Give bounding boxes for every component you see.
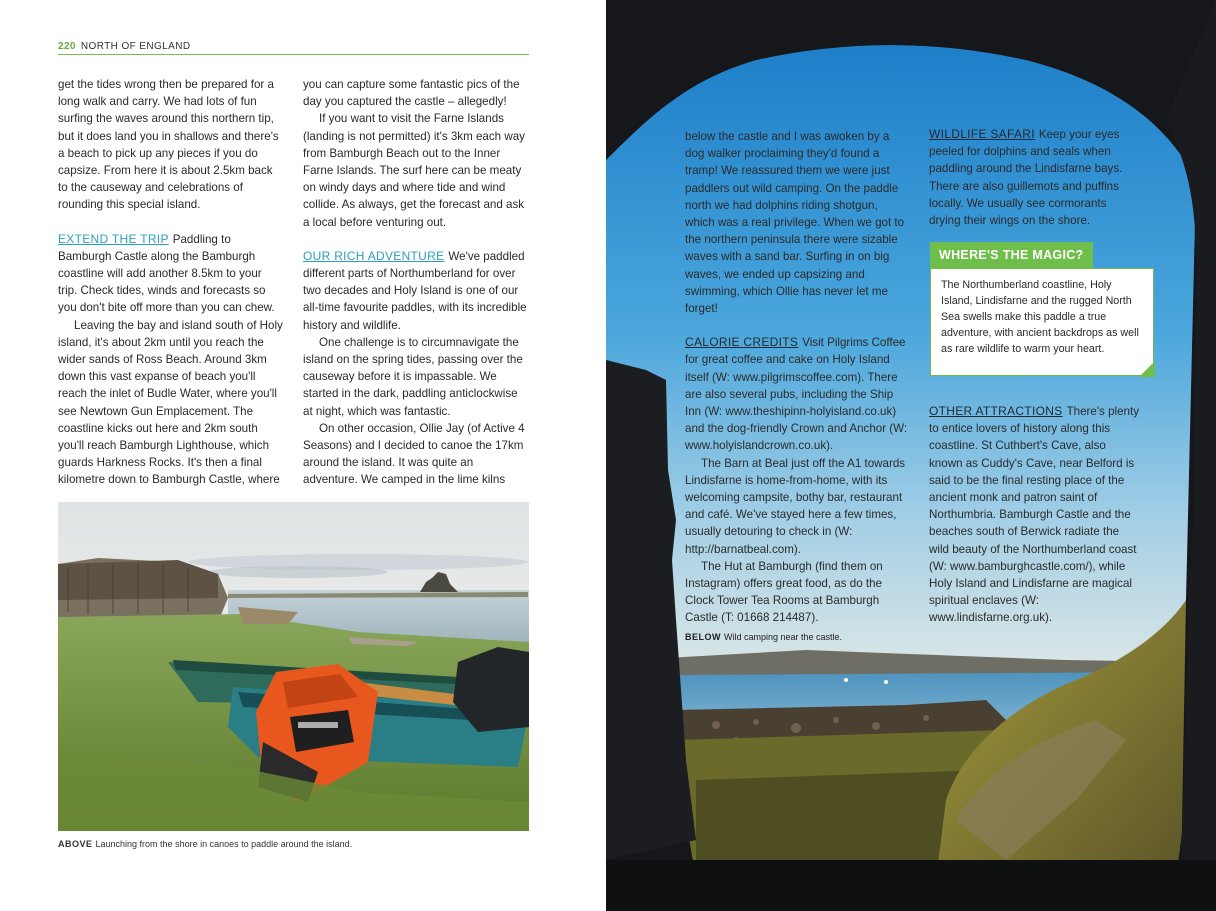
text-column-1: [58, 76, 284, 489]
text-column-4: [929, 126, 1139, 229]
text-column-5: [929, 403, 1141, 627]
paragraph: EXTEND THE TRIP Paddling to Bamburgh Castle along the Bamburgh coastline will add another 8.5km to your trip. Check tides, winds and forecasts so you don't bite off more than you can chew.: [58, 231, 275, 315]
running-head: [58, 41, 529, 55]
caption-text: Launching from the shore in canoes to paddle around the island.: [95, 839, 353, 849]
photo-caption: [58, 839, 352, 849]
section-kicker: EXTEND THE TRIP: [58, 231, 169, 246]
paragraph: CALORIE CREDITS Visit Pilgrims Coffee for great coffee and cake on Holy Island itself (W: www.pilgrimscoffee.com). There are also several pubs, including the Ship Inn (W: www.theshipinn-holyisland.co.uk) and the dog-friendly Crown and Anchor (W: www.holyislandcrown.co.uk).: [685, 335, 908, 453]
callout-text: The Northumberland coastline, Holy Island, Lindisfarne and the rugged North Sea swells make this paddle a true adventure, with ancient backdrops as well as rare wildlife to warm your heart.: [941, 279, 1139, 355]
paragraph: Leaving the bay and island south of Holy island, it's about 2km until you reach the wider sands of Ross Beach. Around 3km down this vast expanse of beach you'll reach the inlet of Budle Water, where you'll see Newtown Gun Emplacement. The coastline kicks out here and 2km south you'll reach Bamburgh Lighthouse, which guards Harkness Rocks. It's then a final kilometre down to Bamburgh Castle, where: [58, 318, 283, 487]
section-title: NORTH OF ENGLAND: [80, 41, 191, 52]
paragraph: If you want to visit the Farne Islands (landing is not permitted) it's 3km each way from Bamburgh Beach out to the Inner Farne Islands. The surf here can be meaty on windy days and where tide and wind collide. As always, get the forecast and ask a local before venturing out.: [303, 112, 525, 229]
caption-text: Wild camping near the castle.: [724, 632, 843, 642]
caption-tag: ABOVE: [58, 839, 93, 849]
section-kicker: WILDLIFE SAFARI: [929, 127, 1035, 141]
paragraph: On other occasion, Ollie Jay (of Active 4 Seasons) and I decided to canoe the 17km around the island. It was quite an adventure. We camped in the lime kilns: [303, 421, 525, 487]
callout-body: [930, 268, 1154, 376]
paragraph: WILDLIFE SAFARI Keep your eyes peeled for dolphins and seals when paddling around the Lindisfarne bays. There are also guillemots and puffins locally. We usually see cormorants drying their wings on the shore.: [929, 127, 1123, 228]
paragraph: get the tides wrong then be prepared for a long walk and carry. We had lots of fun surfing the waves around this northern tip, but it does land you in shallows and there's a beach to pick up any pieces if you do capsize. From here it is about 2.5km back to the causeway and celebrations of rounding this special island.: [58, 78, 279, 212]
corner-fold-icon: [1139, 361, 1155, 377]
callout-title: WHERE'S THE MAGIC?: [930, 242, 1093, 268]
magic-callout-box: [930, 242, 1154, 376]
canoes-photo: [58, 502, 529, 831]
paragraph: One challenge is to circumnavigate the island on the spring tides, passing over the causeway before it is impassable. We started in the dark, paddling anticlockwise at night, which was fantastic.: [303, 335, 523, 418]
section-kicker: OTHER ATTRACTIONS: [929, 404, 1063, 418]
paragraph: below the castle and I was awoken by a dog walker proclaiming they'd found a tramp! We reassured them we were just paddlers out wild camping. On the paddle north we had dolphins riding shotgun, which was a real privilege. When we got to the northern peninsula there were sizable waves with a sand bar. Surfing in on big waves, we ended up capsizing and swimming, which Ollie has never let me forget!: [685, 130, 905, 316]
text-column-3: [685, 128, 909, 627]
section-kicker: OUR RICH ADVENTURE: [303, 248, 445, 263]
caption-tag: BELOW: [685, 632, 721, 642]
section-kicker: CALORIE CREDITS: [685, 335, 799, 350]
paragraph: OTHER ATTRACTIONS There's plenty to entice lovers of history along this coastline. St Cuthbert's Cave, also known as Cuddy's Cave, near Belford is said to be the final resting place of the ancient monk and patron saint of Northumbria. Bamburgh Castle and the beaches south of Berwick radiate the wild beauty of the Northumberland coast (W: www.bamburghcastle.com/), while Holy Island and Lindisfarne are magical spiritual enclaves (W: www.lindisfarne.org.uk).: [929, 404, 1140, 625]
text-column-2: [303, 76, 529, 489]
photo-caption: [685, 632, 842, 642]
page-number: 220: [58, 41, 76, 52]
paragraph: The Barn at Beal just off the A1 towards Lindisfarne is home-from-home, with its welcoming campsite, bothy bar, restaurant and café. We've stayed here a few times, usually detouring to check in (W: http://barnatbeal.com).: [685, 456, 906, 556]
right-page: [606, 0, 1216, 911]
left-page: [0, 0, 606, 911]
paragraph: OUR RICH ADVENTURE We've paddled different parts of Northumberland for over two decades and Holy Island is one of our all-time favourite paddles, with its incredible history and wildlife.: [303, 248, 527, 332]
paragraph: The Hut at Bamburgh (find them on Instagram) offers great food, as do the Clock Tower Tea Rooms at Bamburgh Castle (T: 01668 214487).: [685, 559, 883, 625]
paragraph: you can capture some fantastic pics of the day you captured the castle – allegedly!: [303, 78, 520, 109]
